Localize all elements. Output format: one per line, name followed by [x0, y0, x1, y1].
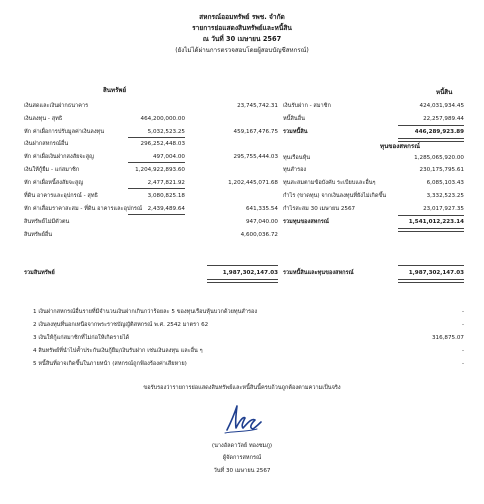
- org-name: สหกรณ์ออมทรัพย์ รพช. จำกัด: [199, 13, 285, 21]
- asset-row: เงินฝากสหกรณ์อื่น 296,252,448.03: [24, 141, 185, 147]
- subtotal-underline: [128, 188, 185, 189]
- note-item: 4 สินทรัพย์ที่นำไปค้ำประกันเงินกู้ยืม/เงินรับฝาก เช่นเงินลงทุน และอื่น ๆ -: [33, 348, 464, 354]
- equity-underline: [398, 215, 464, 216]
- liability-row: เงินรับฝาก - สมาชิก 424,031,934.45: [283, 103, 464, 109]
- as-of-date: ณ วันที่ 30 เมษายน 2567: [202, 35, 282, 43]
- equity-row: กำไร (ขาดทุน) จากเงินลงทุนที่ยังไม่เกิดขึ้น 3,332,523.25: [283, 193, 464, 199]
- signatory-name: (นางอัลดาวัลย์ ทองชมภู): [211, 443, 273, 449]
- liability-row: หนี้สินอื่น 22,257,989.44: [283, 116, 464, 122]
- asset-row: เงินให้กู้ยืม - แก่สมาชิก 1,204,922,893.60: [24, 167, 185, 173]
- grand-total-double-underline: [398, 279, 464, 283]
- asset-row: หัก ค่าเผื่อหนี้สงสัยจะสูญ 2,477,821.92 1,202,445,071.68: [24, 180, 278, 186]
- asset-row: สินทรัพย์ไม่มีตัวตน 947,040.00: [24, 219, 278, 225]
- equity-row: ทุนเรือนหุ้น 1,285,065,920.00: [283, 155, 464, 161]
- asset-row: หัก ค่าเผื่อเงินฝากสงสัยจะสูญ 497,004.00 295,755,444.03: [24, 154, 278, 160]
- equity-heading: ทุนของสหกรณ์: [380, 143, 420, 150]
- report-title: รายการย่อแสดงสินทรัพย์และหนี้สิน: [192, 24, 292, 32]
- asset-row: หัก ค่าเสื่อมราคาสะสม - ที่ดิน อาคารและอุปกรณ์ 2,439,489.64 641,335.54: [24, 206, 278, 212]
- assets-total-topline: [207, 265, 278, 266]
- liabilities-heading: หนี้สิน: [436, 89, 453, 96]
- assets-total-row: รวมสินทรัพย์ 1,987,302,147.03: [24, 270, 278, 276]
- assets-total-double-underline: [207, 279, 278, 283]
- subtotal-underline: [128, 214, 185, 215]
- grand-total-row: รวมหนี้สินและทุนของสหกรณ์ 1,987,302,147.03: [283, 270, 464, 276]
- grand-total-topline: [398, 265, 464, 266]
- liabilities-underline: [398, 125, 464, 126]
- liabilities-double-underline: [398, 138, 464, 142]
- signatory-position: ผู้จัดการสหกรณ์: [222, 455, 262, 461]
- note-item: 3 เงินให้กู้แก่สมาชิกที่ไม่ก่อให้เกิดรายได้ 316,875.07: [33, 335, 464, 341]
- certification-text: ขอรับรองว่ารายการย่อแสดงสินทรัพย์และหนี้สินนี้ครบถ้วนถูกต้องตามความเป็นจริง: [143, 385, 341, 391]
- note-item: 1 เงินฝากสหกรณ์อื่นรายที่มีจำนวนเงินฝากเกินกว่าร้อยละ 5 ของทุนเรือนหุ้นบวกด้วยทุนสำรอง -: [33, 309, 464, 315]
- asset-row: เงินสดและเงินฝากธนาคาร 23,745,742.31: [24, 103, 278, 109]
- assets-heading: สินทรัพย์: [103, 87, 127, 94]
- equity-row: กำไรสะสม 30 เมษายน 2567 23,017,927.35: [283, 206, 464, 212]
- note-item: 2 เงินลงทุนที่นอกเหนือจากพระราชบัญญัติสหกรณ์ พ.ศ. 2542 มาตรา 62 -: [33, 322, 464, 328]
- note-item: 5 หนี้สินที่อาจเกิดขึ้นในภายหน้า (สหกรณ์ถูกฟ้องร้องค่าเสียหาย) -: [33, 361, 464, 367]
- signature-date: วันที่ 30 เมษายน 2567: [213, 468, 271, 474]
- audit-note: (ยังไม่ได้ผ่านการตรวจสอบโดยผู้สอบบัญชีสหกรณ์): [175, 47, 309, 54]
- equity-total-row: รวมทุนของสหกรณ์ 1,541,012,223.14: [283, 219, 464, 225]
- liabilities-total-row: รวมหนี้สิน 446,289,923.89: [283, 129, 464, 135]
- equity-row: ทุนสำรอง 230,175,795.61: [283, 167, 464, 173]
- signature-mark: [221, 402, 265, 436]
- equity-row: ทุนสะสมตามข้อบังคับ ระเบียบและอื่นๆ 6,085,103.43: [283, 180, 464, 186]
- asset-row: หัก ค่าเผื่อการปรับมูลค่าเงินลงทุน 5,032,523.25 459,167,476.75: [24, 129, 278, 135]
- asset-row: ที่ดิน อาคารและอุปกรณ์ - สุทธิ 3,080,825.18: [24, 193, 185, 199]
- subtotal-underline: [128, 137, 185, 138]
- asset-row: เงินลงทุน - สุทธิ 464,200,000.00: [24, 116, 185, 122]
- asset-row: สินทรัพย์อื่น 4,600,036.72: [24, 232, 278, 238]
- equity-double-underline: [398, 228, 464, 232]
